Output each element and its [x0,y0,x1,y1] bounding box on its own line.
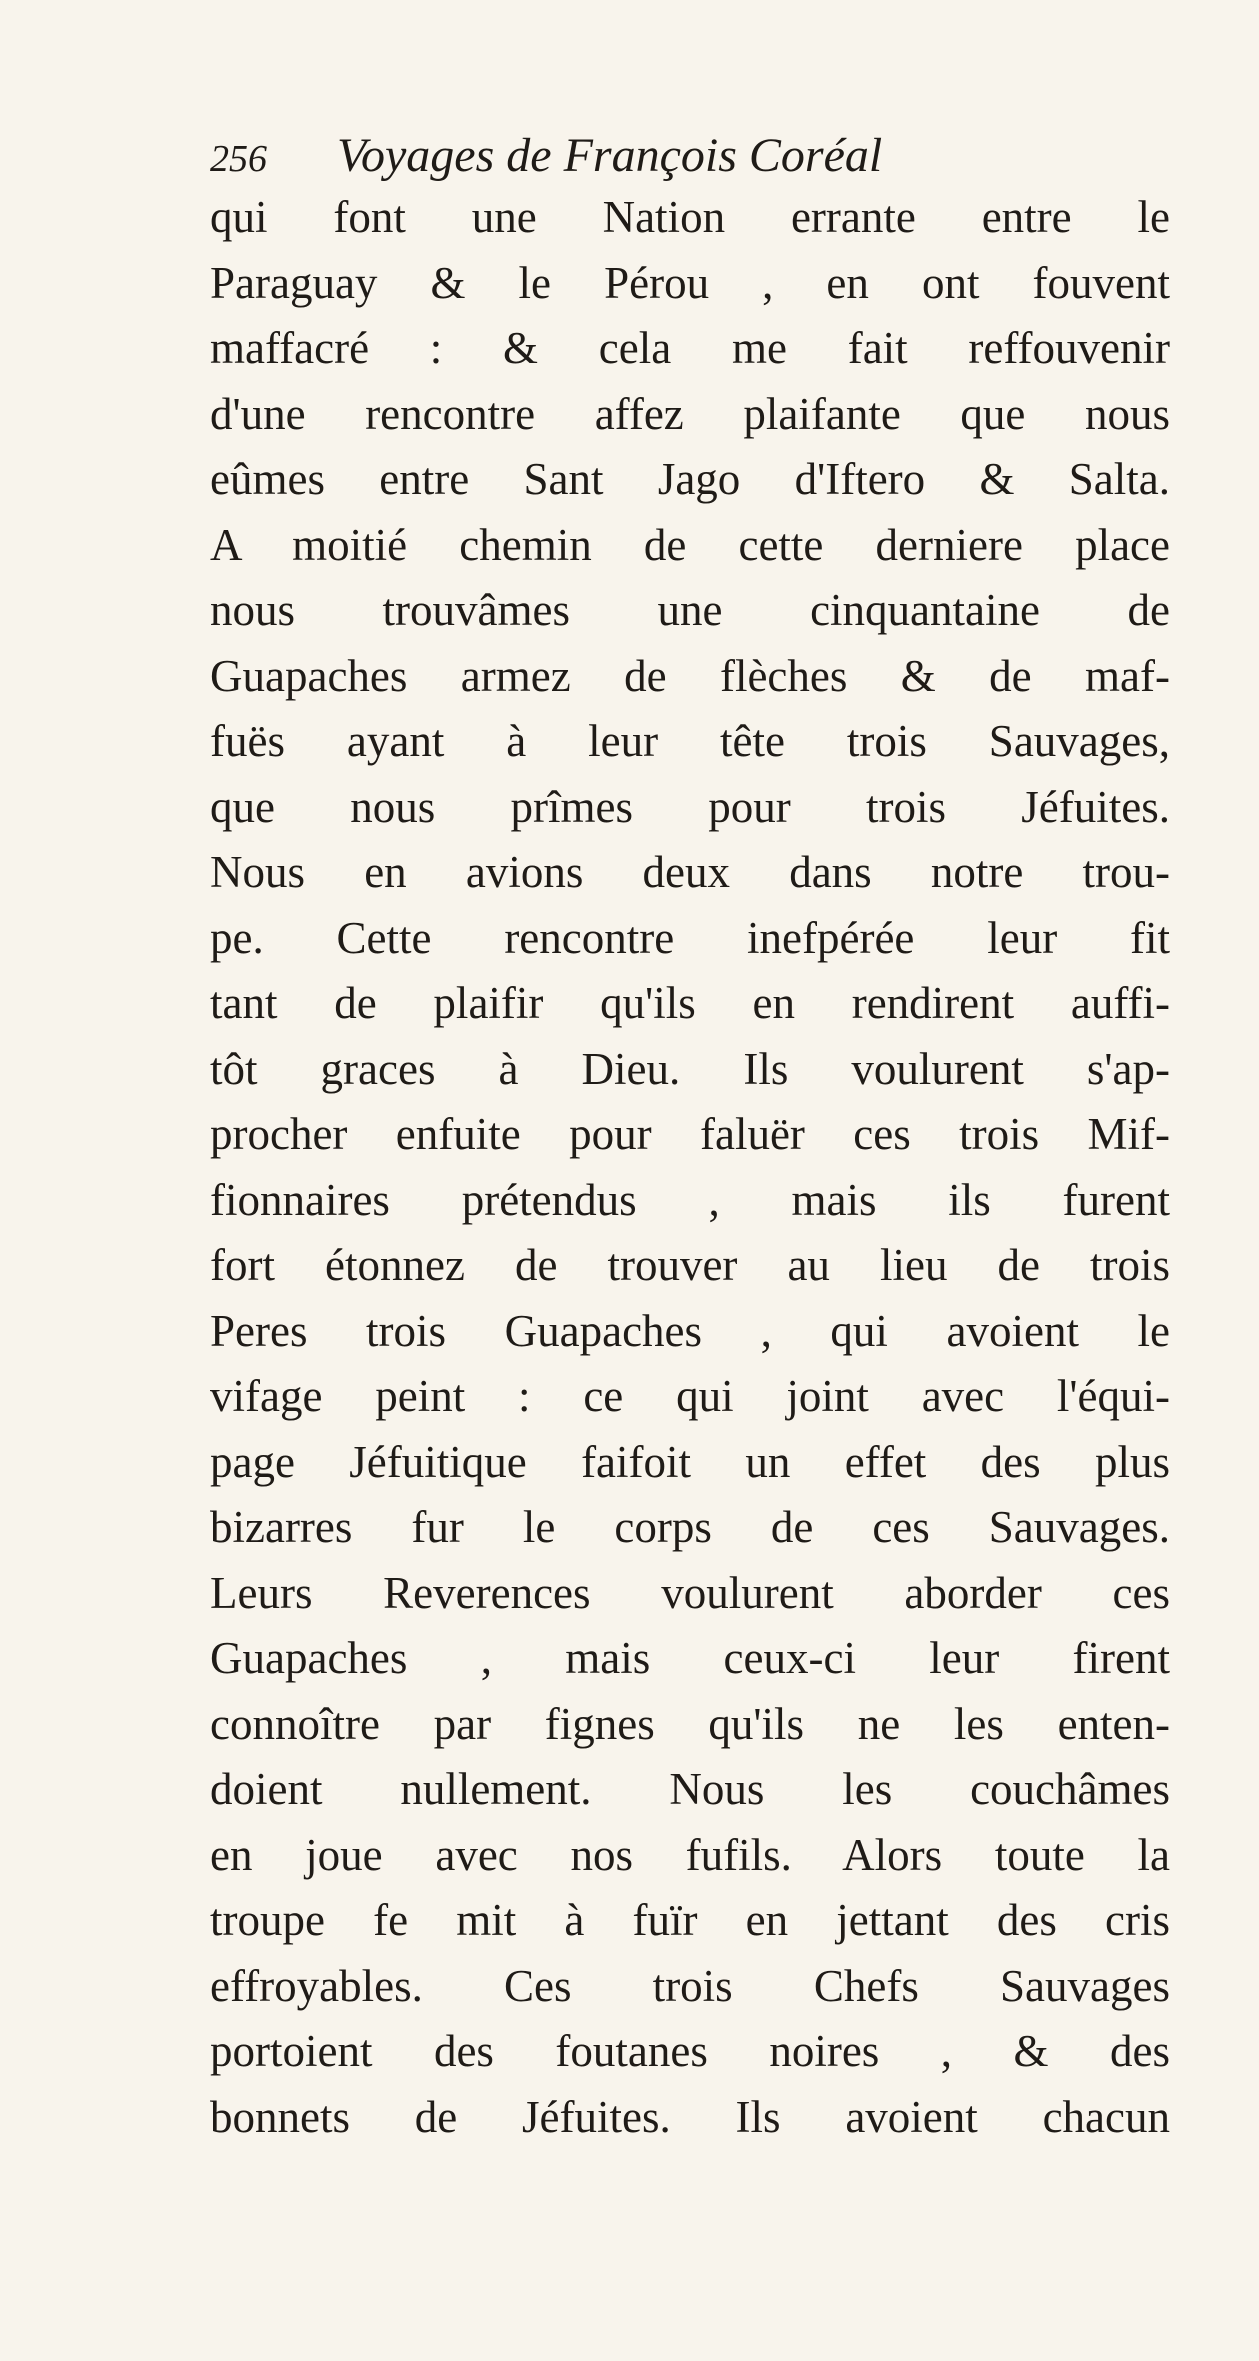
text-line: eûmes entre Sant Jago d'Iftero & Salta. [210,454,1170,504]
text-line: bizarres fur le corps de ces Sauvages. [210,1502,1170,1552]
text-line: doient nullement. Nous les couchâmes [210,1764,1170,1814]
text-line: Peres trois Guapaches , qui avoient le [210,1305,1170,1356]
text-line: fionnaires prétendus , mais ils furent [210,1174,1170,1225]
text-line: Paraguay & le Pérou , en ont fouvent [210,257,1170,308]
text-line: fort étonnez de trouver au lieu de trois [210,1240,1170,1290]
text-line: maffacré : & cela me fait reffouvenir [210,323,1170,373]
text-line: connoître par fignes qu'ils ne les enten- [210,1698,1170,1749]
text-line: procher enfuite pour faluër ces trois Mif- [210,1109,1170,1159]
text-line: que nous prîmes pour trois Jéfuites. [210,781,1170,832]
text-line: page Jéfuitique faifoit un effet des plus [210,1436,1170,1487]
text-line: vifage peint : ce qui joint avec l'équi- [210,1371,1170,1421]
text-line: bonnets de Jéfuites. Ils avoient chacun [210,2091,1170,2142]
text-line: qui font une Nation errante entre le [210,192,1170,242]
text-line: Guapaches armez de flèches & de maf- [210,650,1170,701]
text-line: portoient des foutanes noires , & des [210,2026,1170,2076]
text-line: en joue avec nos fufils. Alors toute la [210,1829,1170,1880]
text-line: fuës ayant à leur tête trois Sauvages, [210,716,1170,766]
text-line: Leurs Reverences voulurent aborder ces [210,1567,1170,1618]
text-line: tôt graces à Dieu. Ils voulurent s'ap- [210,1043,1170,1094]
body-text [210,185,1170,2150]
text-line: A moitié chemin de cette derniere place [210,519,1170,570]
running-head: Voyages de François Coréal [337,129,883,182]
page-header [210,128,882,188]
text-line: Guapaches , mais ceux-ci leur firent [210,1633,1170,1683]
page-number: 256 [210,138,267,180]
text-line: tant de plaifir qu'ils en rendirent auffi- [210,978,1170,1028]
text-line: nous trouvâmes une cinquantaine de [210,585,1170,635]
text-line: troupe fe mit à fuïr en jettant des cris [210,1895,1170,1945]
text-line: effroyables. Ces trois Chefs Sauvages [210,1960,1170,2011]
text-line: pe. Cette rencontre inefpérée leur fit [210,912,1170,963]
text-line: d'une rencontre affez plaifante que nous [210,388,1170,439]
text-line: Nous en avions deux dans notre trou- [210,847,1170,897]
